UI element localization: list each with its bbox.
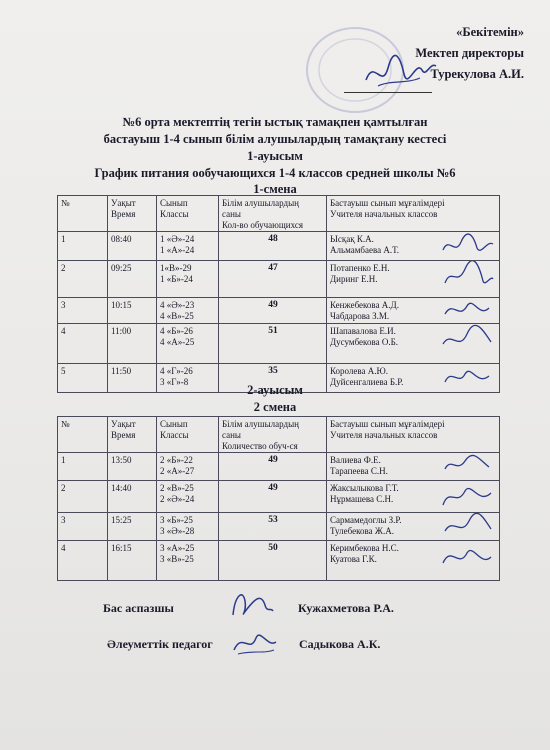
- chef-name: Кужахметова Р.А.: [298, 601, 394, 615]
- teacher-name: Шапавалова Е.И.: [330, 326, 396, 336]
- header-text: Бастауыш сынып мұғалімдері: [330, 198, 445, 208]
- row-num: 3: [58, 298, 108, 324]
- header-text: Білім алушылардың: [222, 198, 299, 208]
- header-text: Уақыт: [111, 198, 136, 208]
- row-count: 53: [219, 513, 327, 541]
- teacher-name: Королева А.Ю.: [330, 366, 389, 376]
- class-text: 4 «В»-25: [160, 311, 194, 321]
- teacher-name: Дуйсенгалиева Б.Р.: [330, 377, 404, 387]
- schedule-table-shift1: [57, 195, 500, 393]
- row-teachers: [327, 298, 500, 324]
- row-num: 1: [58, 453, 108, 481]
- class-text: 1«В»-29: [160, 263, 192, 273]
- header-text: №: [61, 419, 70, 429]
- row-classes: [157, 541, 219, 581]
- row-count: 51: [219, 324, 327, 364]
- teacher-signature: [439, 513, 495, 539]
- teacher-name: Ысқақ К.А.: [330, 234, 374, 244]
- table-header-row: [58, 417, 500, 453]
- class-text: 4 «А»-25: [160, 337, 195, 347]
- row-time: 11:00: [108, 324, 157, 364]
- header-text: Количество обуч-ся: [222, 441, 298, 451]
- class-text: 2 «А»-27: [160, 466, 195, 476]
- row-teachers: [327, 324, 500, 364]
- teacher-signature: [439, 324, 495, 354]
- row-count: 48: [219, 232, 327, 261]
- row-time: 15:25: [108, 513, 157, 541]
- teacher-signature: [439, 261, 495, 291]
- class-text: 3 «В»-25: [160, 554, 194, 564]
- row-classes: [157, 324, 219, 364]
- row-teachers: [327, 541, 500, 581]
- header-text: Время: [111, 430, 136, 440]
- row-num: 4: [58, 541, 108, 581]
- header-teachers: [327, 417, 500, 453]
- class-text: 3 «Г»-8: [160, 377, 189, 387]
- chef-role: Бас аспазшы: [103, 601, 174, 615]
- row-classes: [157, 513, 219, 541]
- header-text: саны: [222, 209, 241, 219]
- class-text: 3 «Б»-25: [160, 515, 193, 525]
- teacher-name: Тарапеева С.Н.: [330, 466, 388, 476]
- row-count: 49: [219, 481, 327, 513]
- class-text: 4 «Б»-26: [160, 326, 193, 336]
- header-text: Учителя начальных классов: [330, 430, 438, 440]
- approval-director-name: Турекулова А.И.: [430, 67, 524, 81]
- row-teachers: [327, 513, 500, 541]
- teacher-name: Валиева Ф.Е.: [330, 455, 381, 465]
- row-classes: [157, 481, 219, 513]
- row-time: 08:40: [108, 232, 157, 261]
- teacher-name: Куатова Г.К.: [330, 554, 377, 564]
- teacher-name: Керимбекова Н.С.: [330, 543, 399, 553]
- social-pedagogue-name: Садыкова А.К.: [299, 637, 381, 651]
- teacher-signature: [439, 453, 495, 477]
- table-row: [58, 232, 500, 261]
- teacher-name: Кенжебекова А.Д.: [330, 300, 399, 310]
- class-text: 3 «Ә»-28: [160, 526, 195, 536]
- row-time: 16:15: [108, 541, 157, 581]
- teacher-name: Жаксылыкова Г.Т.: [330, 483, 399, 493]
- class-text: 1 «А»-24: [160, 245, 195, 255]
- approval-position: Мектеп директоры: [415, 46, 524, 60]
- director-signature: [360, 50, 440, 101]
- row-time: 10:15: [108, 298, 157, 324]
- table-row: [58, 261, 500, 298]
- shift2-kz: 2-ауысым: [247, 383, 303, 397]
- header-teachers: [327, 196, 500, 232]
- schedule-table-shift2: [57, 416, 500, 581]
- approval-title: «Бекітемін»: [456, 25, 524, 39]
- header-text: Сынып: [160, 419, 188, 429]
- class-text: 2 «Ә»-24: [160, 494, 195, 504]
- header-text: Бастауыш сынып мұғалімдері: [330, 419, 445, 429]
- class-text: 1 «Ә»-24: [160, 234, 195, 244]
- header-count: [219, 417, 327, 453]
- table-row: [58, 298, 500, 324]
- row-count: 35: [219, 364, 327, 393]
- class-text: 2 «Б»-22: [160, 455, 193, 465]
- teacher-signature: [439, 298, 495, 322]
- title-kz-line1: №6 орта мектептің тегін ыстық тамақпен қамтылған: [122, 115, 428, 129]
- table-row: [58, 481, 500, 513]
- header-class: [157, 196, 219, 232]
- teacher-signature: [439, 541, 495, 573]
- table-row: [58, 541, 500, 581]
- social-pedagogue-role: Әлеуметтік педагог: [107, 637, 213, 651]
- header-time: [108, 196, 157, 232]
- class-text: 1 «Б»-24: [160, 274, 193, 284]
- row-classes: [157, 232, 219, 261]
- row-num: 4: [58, 324, 108, 364]
- table-row: [58, 513, 500, 541]
- row-num: 2: [58, 481, 108, 513]
- table-row: [58, 453, 500, 481]
- teacher-name: Нұрмашева С.Н.: [330, 494, 394, 504]
- header-text: Учителя начальных классов: [330, 209, 438, 219]
- table-row: [58, 324, 500, 364]
- row-num: 1: [58, 232, 108, 261]
- teacher-name: Тулебекова Ж.А.: [330, 526, 394, 536]
- row-time: 13:50: [108, 453, 157, 481]
- teacher-name: Чабдарова З.М.: [330, 311, 390, 321]
- class-text: 3 «А»-25: [160, 543, 195, 553]
- row-teachers: [327, 481, 500, 513]
- shift1-kz: 1-ауысым: [247, 149, 303, 163]
- header-text: №: [61, 198, 70, 208]
- row-num: 3: [58, 513, 108, 541]
- class-text: 4 «Ә»-23: [160, 300, 195, 310]
- class-text: 4 «Г»-26: [160, 366, 193, 376]
- header-text: Классы: [160, 209, 189, 219]
- row-count: 47: [219, 261, 327, 298]
- row-time: 09:25: [108, 261, 157, 298]
- row-classes: [157, 261, 219, 298]
- table-header-row: [58, 196, 500, 232]
- row-teachers: [327, 453, 500, 481]
- title-kz-line2: бастауыш 1-4 сынып білім алушылардың тамақтану кестесі: [103, 132, 447, 146]
- row-num: 5: [58, 364, 108, 393]
- header-text: саны: [222, 430, 241, 440]
- row-num: 2: [58, 261, 108, 298]
- teacher-signature: [439, 232, 495, 258]
- row-time: 11:50: [108, 364, 157, 393]
- teacher-name: Диринг Е.Н.: [330, 274, 378, 284]
- header-class: [157, 417, 219, 453]
- header-text: Уақыт: [111, 419, 136, 429]
- row-time: 14:40: [108, 481, 157, 513]
- title-ru: График питания oобучающихся 1-4 классов средней школы №6: [94, 166, 456, 180]
- social-pedagogue-signature: [228, 624, 280, 665]
- header-time: [108, 417, 157, 453]
- header-text: Кол-во обучающихся: [222, 220, 303, 230]
- header-text: Классы: [160, 430, 189, 440]
- header-count: [219, 196, 327, 232]
- chef-signature: [225, 585, 275, 628]
- class-text: 2 «В»-25: [160, 483, 194, 493]
- row-teachers: [327, 261, 500, 298]
- teacher-name: Потапенко Е.Н.: [330, 263, 390, 273]
- teacher-name: Альмамбаева А.Т.: [330, 245, 399, 255]
- header-num: [58, 196, 108, 232]
- shift1-ru: 1-смена: [253, 182, 297, 196]
- row-count: 49: [219, 298, 327, 324]
- row-count: 49: [219, 453, 327, 481]
- shift2-ru: 2 смена: [253, 400, 297, 414]
- teacher-signature: [439, 481, 495, 511]
- row-teachers: [327, 232, 500, 261]
- header-text: Сынып: [160, 198, 188, 208]
- row-classes: [157, 298, 219, 324]
- header-num: [58, 417, 108, 453]
- teacher-name: Сармамедоглы З.Р.: [330, 515, 402, 525]
- teacher-name: Дусумбекова О.Б.: [330, 337, 399, 347]
- row-classes: [157, 453, 219, 481]
- header-text: Білім алушылардың: [222, 419, 299, 429]
- header-text: Время: [111, 209, 136, 219]
- row-count: 50: [219, 541, 327, 581]
